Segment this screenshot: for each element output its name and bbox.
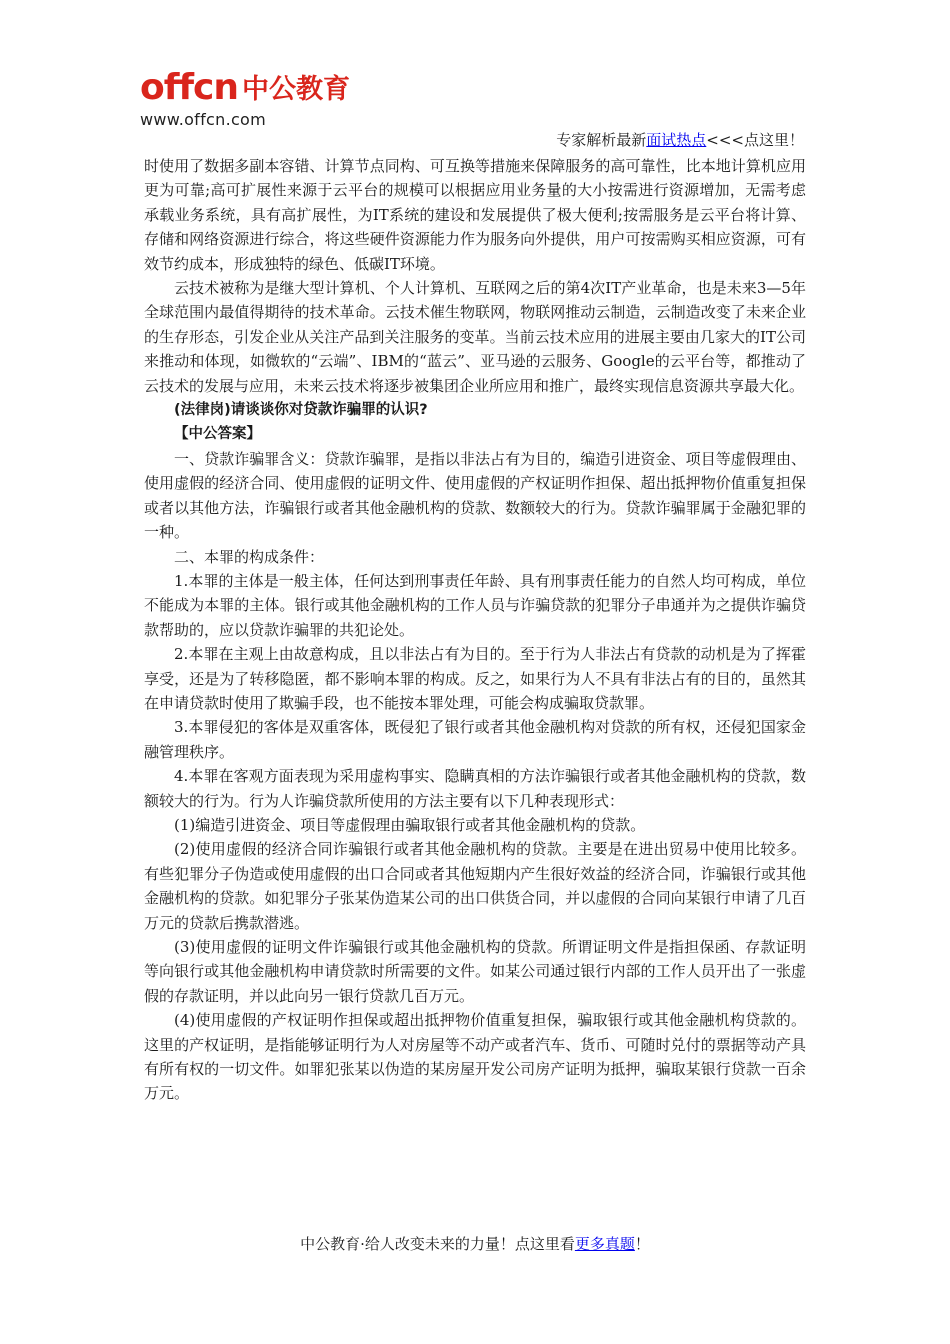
logo-latin-text: offcn xyxy=(140,67,239,108)
paragraph: 2.本罪在主观上由故意构成，且以非法占有为目的。至于行为人非法占有贷款的动机是为了挥霍享受，还是为了转移隐匿，都不影响本罪的构成。反之，如果行为人不具有非法占有的目的，虽然其在申请贷款时使用了欺骗手段，也不能按本罪处理，可能会构成骗取贷款罪。 xyxy=(144,645,806,712)
footer-text: 中公教育·给人改变未来的力量！点这里看 xyxy=(300,1235,575,1253)
top-promo-text: 专家解析最新 xyxy=(556,131,647,149)
footer-tail: ！ xyxy=(634,1235,650,1253)
offcn-logo[interactable] xyxy=(140,62,360,132)
question-heading: (法律岗)请谈谈你对贷款诈骗罪的认识? xyxy=(174,402,428,419)
footer xyxy=(0,1234,950,1254)
answer-heading: 【中公答案】 xyxy=(174,426,261,443)
paragraph: (4)使用虚假的产权证明作担保或超出抵押物价值重复担保，骗取银行或其他金融机构贷款的。这里的产权证明，是指能够证明行为人对房屋等不动产或者汽车、货币、可随时兑付的票据等动产具有所有权的一切文件。如罪犯张某以伪造的某房屋开发公司房产证明为抵押，骗取某银行贷款一百余万元。 xyxy=(144,1011,806,1103)
top-promo-tail: <<<点这里！ xyxy=(706,131,804,149)
paragraph: 4.本罪在客观方面表现为采用虚构事实、隐瞒真相的方法诈骗银行或者其他金融机构的贷款，数额较大的行为。行为人诈骗贷款所使用的方法主要有以下几种表现形式： xyxy=(144,767,806,810)
paragraph: (1)编造引进资金、项目等虚假理由骗取银行或者其他金融机构的贷款。 xyxy=(174,815,646,834)
paragraph: 一、贷款诈骗罪含义：贷款诈骗罪，是指以非法占有为目的，编造引进资金、项目等虚假理由、使用虚假的经济合同、使用虚假的证明文件、使用虚假的产权证明作担保、超出抵押物价值重复担保或者以其他方法，诈骗银行或者其他金融机构的贷款、数额较大的行为。贷款诈骗罪属于金融犯罪的一种。 xyxy=(144,449,806,542)
paragraph: 1.本罪的主体是一般主体，任何达到刑事责任年龄、具有刑事责任能力的自然人均可构成，单位不能成为本罪的主体。银行或其他金融机构的工作人员与诈骗贷款的犯罪分子串通并为之提供诈骗贷款帮助的，应以贷款诈骗罪的共犯论处。 xyxy=(144,571,806,639)
paragraph: 云技术被称为是继大型计算机、个人计算机、互联网之后的第4次IT产业革命，也是未来3—5年全球范围内最值得期待的技术革命。云技术催生物联网，物联网推动云制造，云制造改变了未来企业的生存形态，引发企业从关注产品到关注服务的变革。当前云技术应用的进展主要由几家大的IT公司来推动和体现，如微软的“云端”、IBM的“蓝云”、亚马逊的云服务、Google的云平台等，都推动了云技术的发展与应用，未来云技术将逐步被集团企业所应用和推广，最终实现信息资源共享最大化。 xyxy=(144,279,806,395)
interview-hotspot-link[interactable]: 面试热点 xyxy=(646,131,707,149)
paragraph: (2)使用虚假的经济合同诈骗银行或者其他金融机构的贷款。主要是在进出贸易中使用比较多。有些犯罪分子伪造或使用虚假的出口合同或者其他短期内产生很好效益的经济合同，诈骗银行或其他金融机构的贷款。如犯罪分子张某伪造某公司的出口供货合同，并以虚假的合同向某银行申请了几百万元的贷款后携款潜逃。 xyxy=(144,840,806,932)
paragraph: 二、本罪的构成条件： xyxy=(174,547,325,566)
top-promo xyxy=(556,130,804,150)
logo-url: www.offcn.com xyxy=(140,110,267,129)
logo-mark xyxy=(140,62,360,108)
article-body xyxy=(144,154,806,1106)
paragraph: 3.本罪侵犯的客体是双重客体，既侵犯了银行或者其他金融机构对贷款的所有权，还侵犯国家金融管理秩序。 xyxy=(144,718,806,761)
paragraph: (3)使用虚假的证明文件诈骗银行或其他金融机构的贷款。所谓证明文件是指担保函、存款证明等向银行或其他金融机构申请贷款时所需要的文件。如某公司通过银行内部的工作人员开出了一张虚假的存款证明，并以此向另一银行贷款几百万元。 xyxy=(144,938,806,1005)
logo-chinese-text: 中公教育 xyxy=(242,74,351,105)
more-questions-link[interactable]: 更多真题 xyxy=(574,1235,635,1253)
paragraph: 时使用了数据多副本容错、计算节点同构、可互换等措施来保障服务的高可靠性，比本地计算机应用更为可靠;高可扩展性来源于云平台的规模可以根据应用业务量的大小按需进行资源增加，无需考虑承载业务系统，具有高扩展性，为IT系统的建设和发展提供了极大便利;按需服务是云平台将计算、存储和网络资源进行综合，将这些硬件资源能力作为服务向外提供，用户可按需购买相应资源，可有效节约成本，形成独特的绿色、低碳IT环境。 xyxy=(144,157,806,273)
